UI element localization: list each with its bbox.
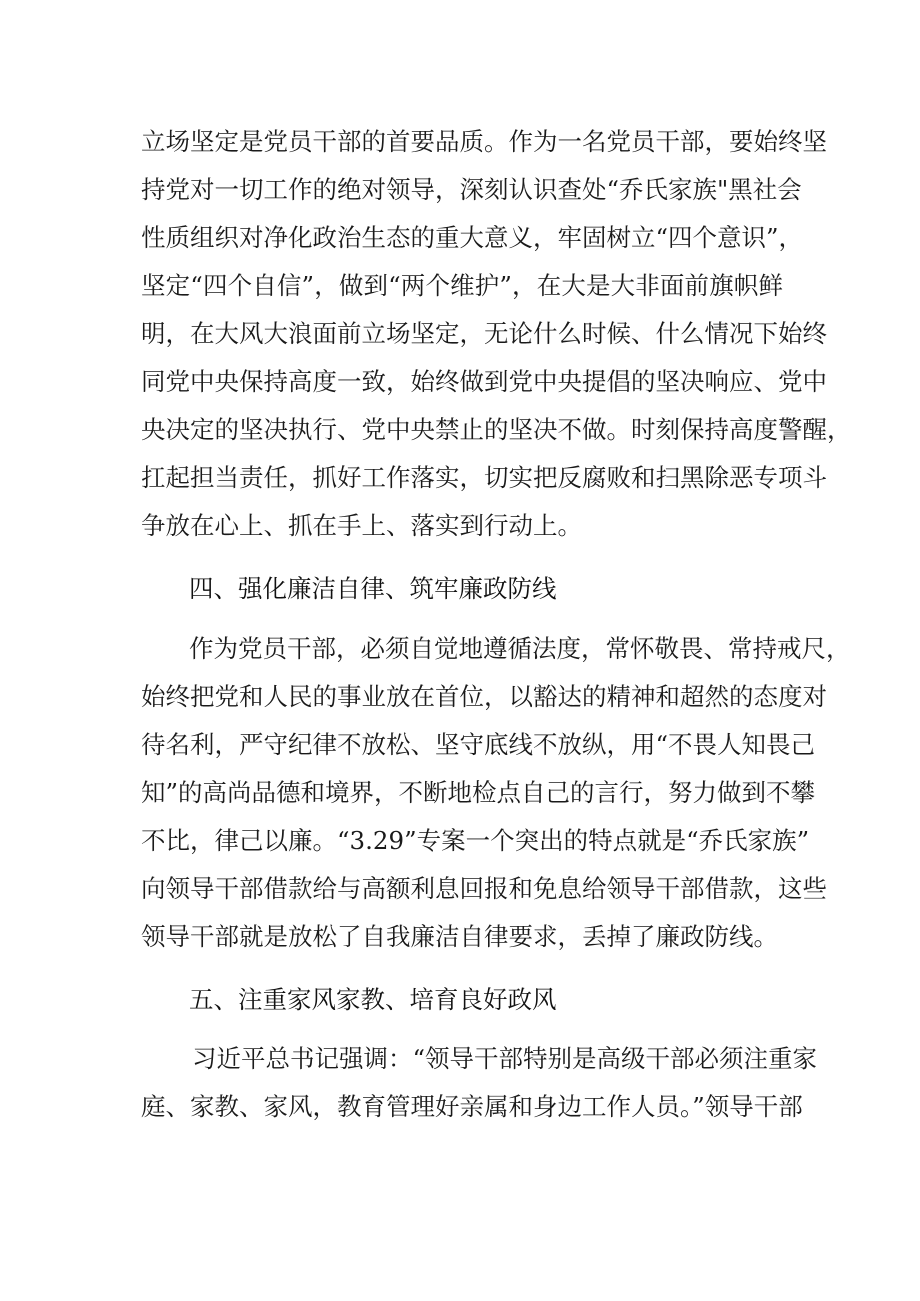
paragraph-1-line-6: 同党中央保持高度一致，始终做到党中央提倡的坚决响应、党中: [141, 367, 827, 396]
paragraph-1-line-1: 立场坚定是党员干部的首要品质。作为一名党员干部，要始终坚: [141, 127, 827, 156]
section-4-line-6: 向领导干部借款给与高额利息回报和免息给领导干部借款，这些: [141, 874, 827, 903]
paragraph-1-line-3: 性质组织对净化政治生态的重大意义，牢固树立“四个意识”，: [141, 223, 804, 252]
paragraph-1-line-8: 扛起担当责任，抓好工作落实，切实把反腐败和扫黑除恶专项斗: [141, 463, 827, 492]
paragraph-1-line-9: 争放在心上、抓在手上、落实到行动上。: [141, 511, 582, 540]
paragraph-1-line-2: 持党对一切工作的绝对领导，深刻认识查处“乔氏家族"黑社会: [141, 175, 802, 204]
section-4-line-3: 待名利，严守纪律不放松、坚守底线不放纵，用“不畏人知畏己: [141, 730, 816, 759]
section-4-line-5: 不比，律己以廉。“3.29”专案一个突出的特点就是“乔氏家族”: [141, 826, 810, 855]
section-5-line-1: 习近平总书记强调：“领导干部特别是高级干部必须注重家: [192, 1044, 818, 1073]
section-4-line-1: 作为党员干部，必须自觉地遵循法度，常怀敬畏、常持戒尺，: [189, 634, 851, 663]
section-5-line-2: 庭、家教、家风，教育管理好亲属和身边工作人员。”领导干部: [141, 1092, 803, 1121]
paragraph-1-line-7: 央决定的坚决执行、党中央禁止的坚决不做。时刻保持高度警醒，: [141, 415, 852, 444]
section-4-line-2: 始终把党和人民的事业放在首位，以豁达的精神和超然的态度对: [141, 682, 827, 711]
section-4-line-7: 领导干部就是放松了自我廉洁自律要求，丢掉了廉政防线。: [141, 922, 778, 951]
paragraph-1-line-4: 坚定“四个自信”，做到“两个维护”，在大是大非面前旗帜鲜: [141, 271, 783, 300]
paragraph-1-line-5: 明，在大风大浪面前立场坚定，无论什么时候、什么情况下始终: [141, 319, 827, 348]
section-4-heading: 四、强化廉洁自律、筑牢廉政防线: [189, 574, 557, 603]
section-4-line-4: 知”的高尚品德和境界，不断地检点自己的言行，努力做到不攀: [141, 778, 816, 807]
section-5-heading: 五、注重家风家教、培育良好政风: [189, 985, 557, 1014]
